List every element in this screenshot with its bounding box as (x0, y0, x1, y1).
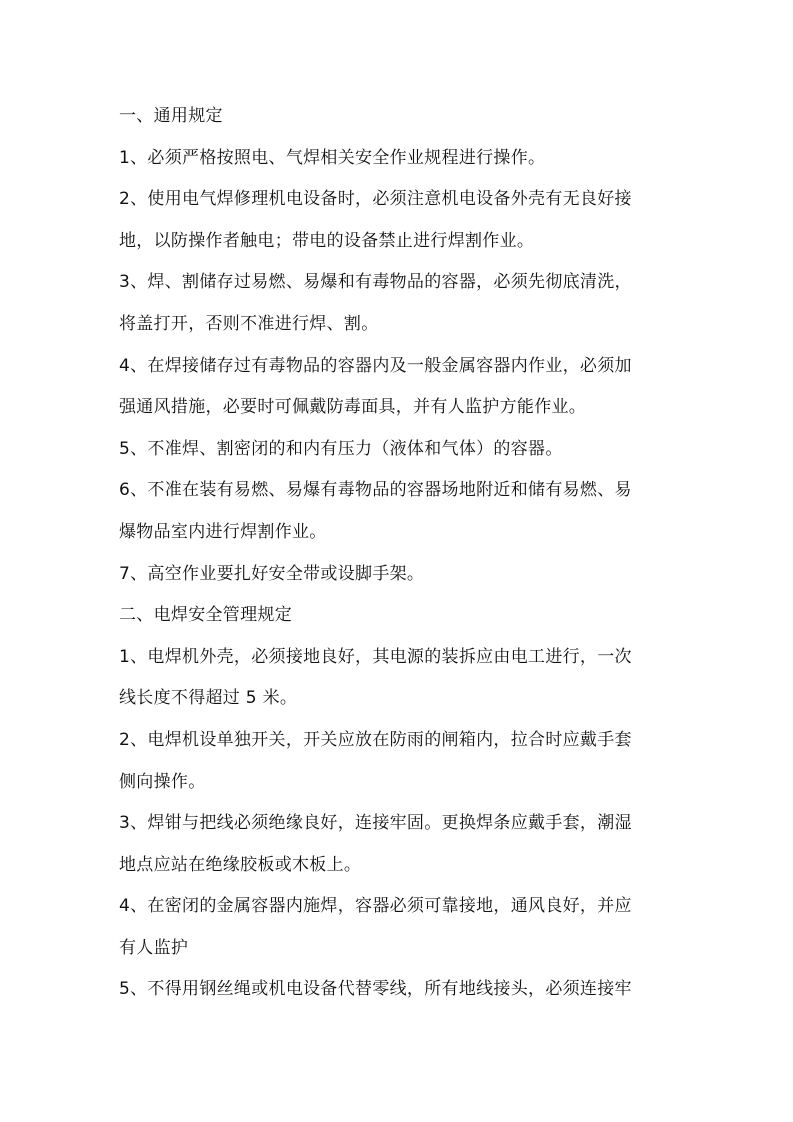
text-line: 1、电焊机外壳，必须接地良好，其电源的装拆应由电工进行，一次 (119, 646, 632, 667)
text-line: 4、在焊接储存过有毒物品的容器内及一般金属容器内作业，必须加 (119, 355, 632, 376)
text-line: 侧向操作。 (119, 771, 206, 792)
text-line: 地点应站在绝缘胶板或木板上。 (119, 854, 362, 875)
document-body (119, 100, 679, 1015)
text-line: 5、不得用钢丝绳或机电设备代替零线，所有地线接头，必须连接牢 (119, 979, 632, 1000)
text-line: 有人监护 (119, 937, 189, 958)
text-line: 地，以防操作者触电；带电的设备禁止进行焊割作业。 (119, 230, 535, 251)
section-heading-welding: 二、电焊安全管理规定 (119, 605, 292, 626)
text-line: 6、不准在装有易燃、易爆有毒物品的容器场地附近和储有易燃、易 (119, 480, 632, 501)
text-line: 爆物品室内进行焊割作业。 (119, 521, 327, 542)
text-line: 线长度不得超过 5 米。 (119, 688, 298, 709)
text-line: 将盖打开，否则不准进行焊、割。 (119, 313, 379, 334)
text-line: 4、在密闭的金属容器内施焊，容器必须可靠接地，通风良好，并应 (119, 896, 632, 917)
text-line: 强通风措施，必要时可佩戴防毒面具，并有人监护方能作业。 (119, 397, 587, 418)
text-line: 3、焊钳与把线必须绝缘良好，连接牢固。更换焊条应戴手套，潮湿 (119, 813, 632, 834)
section-heading-general: 一、通用规定 (119, 106, 223, 126)
text-line: 7、高空作业要扎好安全带或设脚手架。 (119, 563, 425, 584)
text-line: 2、使用电气焊修理机电设备时，必须注意机电设备外壳有无良好接 (119, 189, 632, 210)
text-line: 3、焊、割储存过易燃、易爆和有毒物品的容器，必须先彻底清洗， (119, 272, 632, 293)
text-line: 2、电焊机设单独开关，开关应放在防雨的闸箱内，拉合时应戴手套 (119, 729, 632, 750)
text-line: 1、必须严格按照电、气焊相关安全作业规程进行操作。 (119, 147, 546, 168)
text-line: 5、不准焊、割密闭的和内有压力（液体和气体）的容器。 (119, 438, 563, 459)
